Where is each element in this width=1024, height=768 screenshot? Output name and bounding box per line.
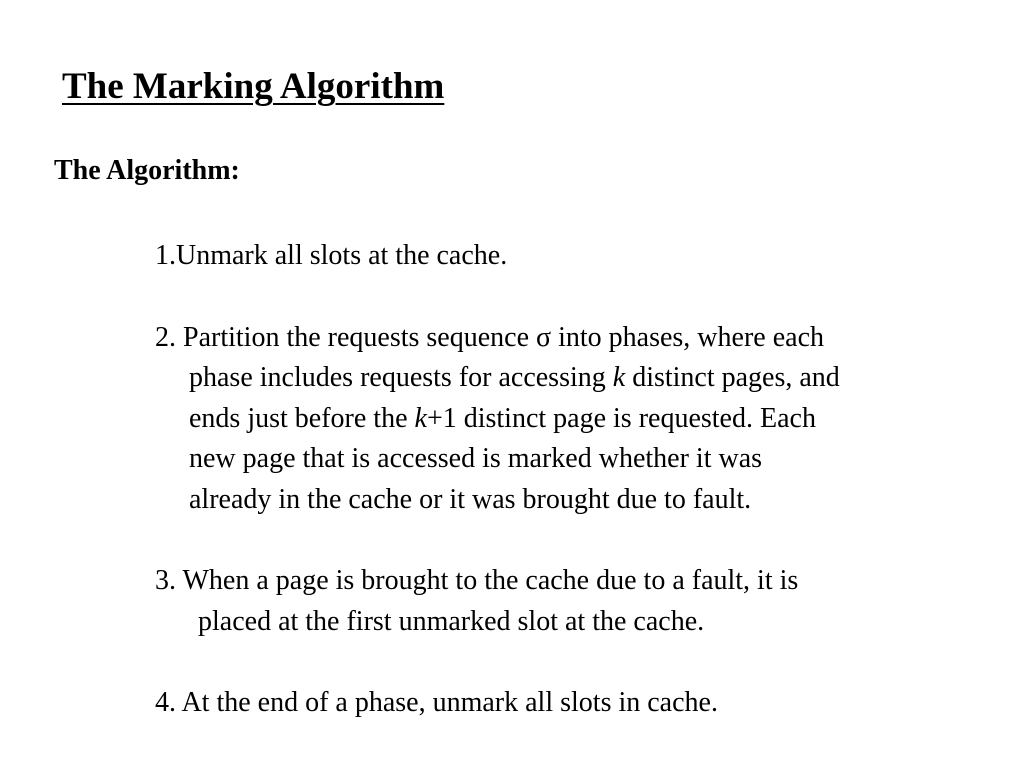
step-4 (155, 683, 1005, 724)
step-2-line-5: already in the cache or it was brought due to fault. (189, 483, 752, 515)
step-2-line-3: ends just before the k+1 distinct page is requested. Each (189, 402, 816, 434)
step-1-line-1: 1.Unmark all slots at the cache. (155, 240, 508, 271)
step-2 (155, 318, 1005, 521)
step-2-line-1: 2. Partition the requests sequence σ into phases, where each (155, 321, 824, 353)
algorithm-subheading: The Algorithm: (54, 155, 240, 186)
math-variable-k: k (414, 402, 427, 434)
step-4-line-1: 4. At the end of a phase, unmark all slots in cache. (155, 687, 718, 718)
step-1 (155, 236, 1005, 277)
step-3 (155, 561, 1005, 642)
math-variable-k: k (612, 362, 626, 393)
step-2-line-4: new page that is accessed is marked whether it was (189, 443, 763, 474)
step-3-line-2: placed at the first unmarked slot at the cache. (198, 605, 705, 637)
slide-title: The Marking Algorithm (62, 66, 445, 107)
algorithm-steps (155, 236, 1005, 765)
step-2-line-2: phase includes requests for accessing k distinct pages, and (189, 362, 840, 393)
step-3-line-1: 3. When a page is brought to the cache due to a fault, it is (155, 565, 799, 596)
